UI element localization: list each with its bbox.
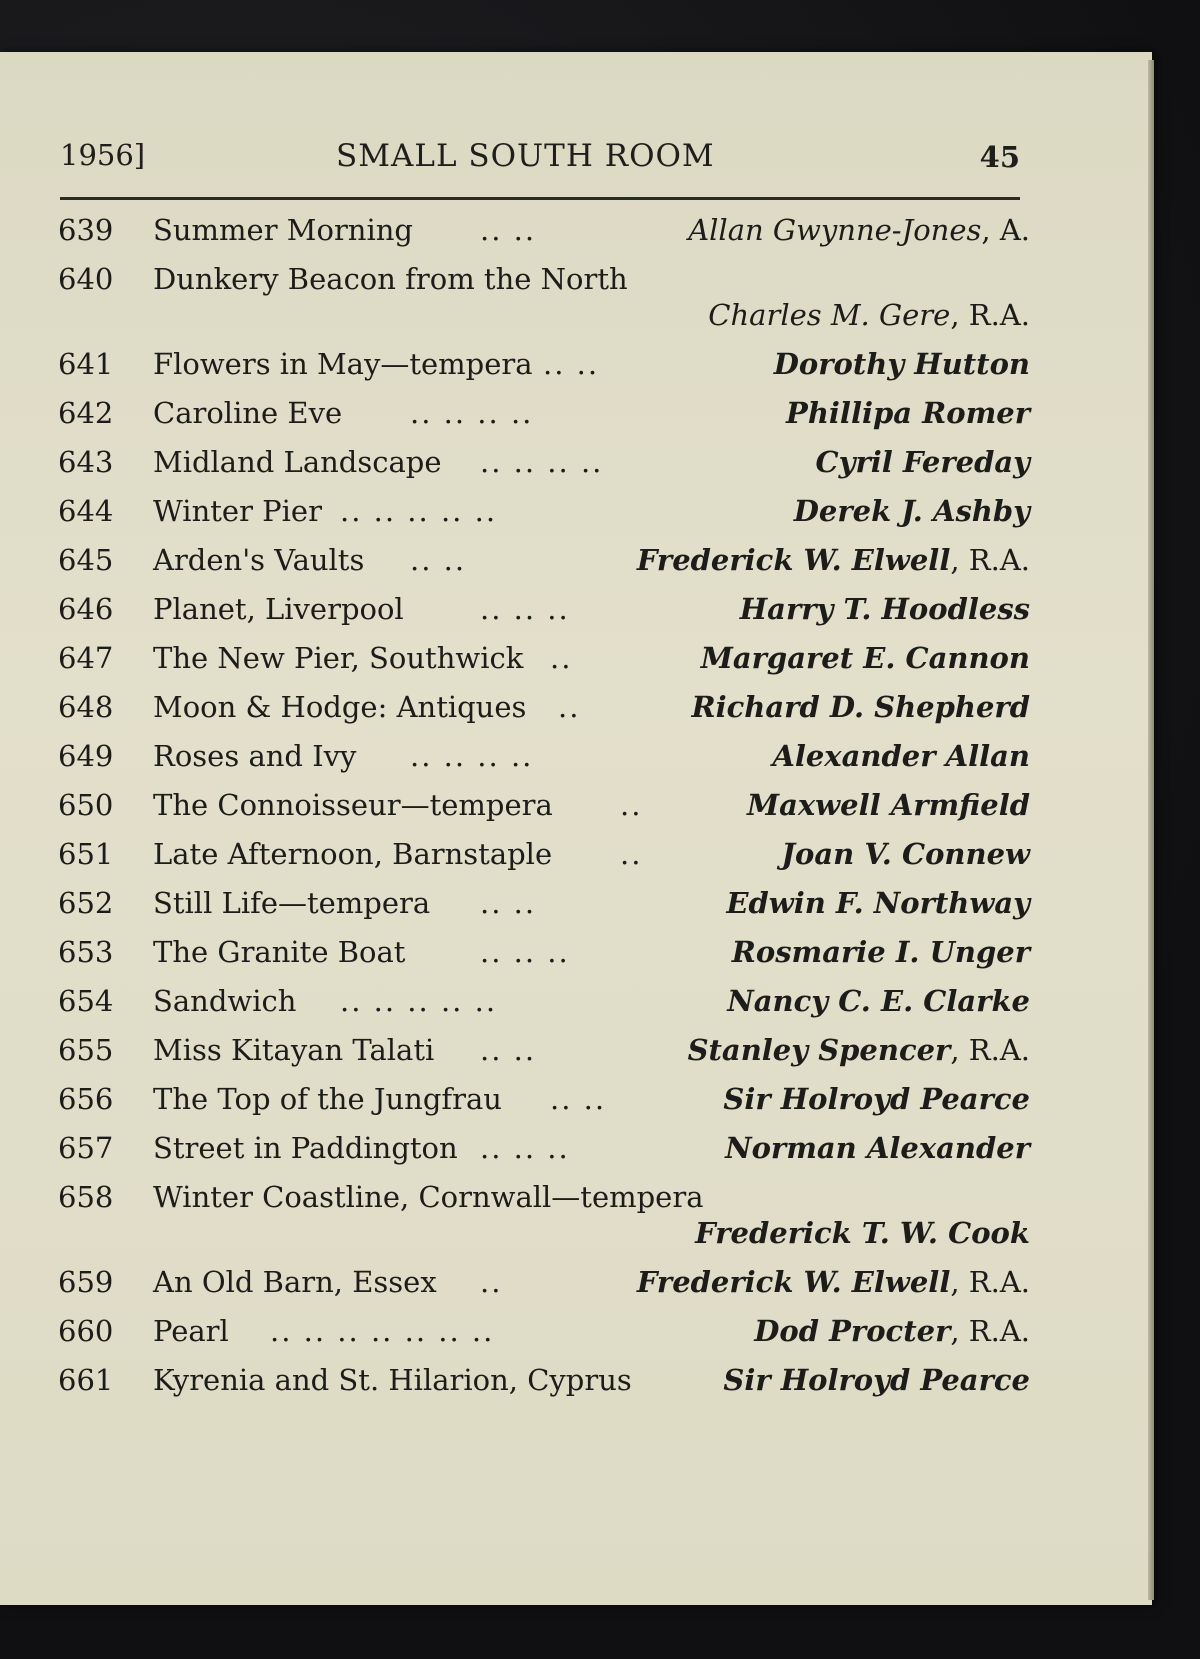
catalogue-entry: [58, 586, 1030, 635]
dot-leader: .. ..: [480, 213, 537, 247]
catalogue-entry: [58, 831, 1030, 880]
entry-title: Pearl: [153, 1314, 229, 1348]
entry-title: Street in Paddington: [153, 1131, 458, 1165]
catalogue-entry: [58, 880, 1030, 929]
artist-suffix: , R.A.: [950, 1265, 1030, 1299]
dot-leader: .. ..: [480, 886, 537, 920]
entry-artist: [695, 1216, 1030, 1250]
entry-number: 645: [58, 543, 114, 577]
artist-name: Richard D. Shepherd: [691, 690, 1030, 724]
entry-artist: [723, 1082, 1030, 1116]
dot-leader: .. .. .. .. .. .. ..: [270, 1314, 495, 1348]
artist-name: Charles M. Gere: [708, 298, 951, 332]
entry-title: Miss Kitayan Talati: [153, 1033, 435, 1067]
entry-number: 644: [58, 494, 114, 528]
entry-title: Still Life—tempera: [153, 886, 431, 920]
dot-leader: .. .. .. ..: [410, 739, 534, 773]
artist-name: Alexander Allan: [772, 739, 1030, 773]
entry-artist: [726, 886, 1030, 920]
artist-name: Stanley Spencer: [687, 1033, 951, 1067]
artist-name: Sir Holroyd Pearce: [723, 1082, 1030, 1116]
artist-name: Nancy C. E. Clarke: [727, 984, 1030, 1018]
entry-artist: [754, 1314, 1030, 1348]
entry-number: 649: [58, 739, 114, 773]
dot-leader: ..: [620, 837, 643, 871]
dot-leader: .. .. .. .. ..: [340, 984, 498, 1018]
dot-leader: .. .. ..: [480, 592, 570, 626]
dot-leader: .. .. ..: [480, 1131, 570, 1165]
entry-artist: [740, 592, 1030, 626]
artist-name: Cyril Fereday: [815, 445, 1030, 479]
entry-artist: [708, 298, 1030, 332]
dot-leader: ..: [550, 641, 573, 675]
catalogue-entry: [58, 1174, 1030, 1259]
artist-suffix: , R.A.: [950, 1033, 1030, 1067]
entry-artist: [794, 494, 1030, 528]
catalogue-entries: [58, 207, 1030, 1406]
entry-number: 657: [58, 1131, 114, 1165]
entry-number: 656: [58, 1082, 114, 1116]
entry-number: 641: [58, 347, 114, 381]
entry-number: 650: [58, 788, 114, 822]
entry-artist: [692, 690, 1030, 724]
entry-artist: [727, 984, 1030, 1018]
catalogue-entry: [58, 1027, 1030, 1076]
entry-title: Caroline Eve: [153, 396, 343, 430]
entry-number: 652: [58, 886, 114, 920]
dot-leader: .. .. .. ..: [480, 445, 604, 479]
entry-title: Late Afternoon, Barnstaple: [153, 837, 553, 871]
entry-title: The Granite Boat: [153, 935, 406, 969]
header-title: SMALL SOUTH ROOM: [336, 138, 715, 174]
entry-number: 653: [58, 935, 114, 969]
artist-name: Sir Holroyd Pearce: [723, 1363, 1030, 1397]
dot-leader: .. ..: [480, 1033, 537, 1067]
entry-artist: [637, 543, 1030, 577]
artist-suffix: , A.: [981, 213, 1030, 247]
entry-title: Winter Coastline, Cornwall—tempera: [153, 1180, 704, 1214]
entry-artist: [781, 837, 1030, 871]
artist-name: Rosmarie I. Unger: [731, 935, 1030, 969]
artist-name: Phillipa Romer: [786, 396, 1030, 430]
entry-artist: [701, 641, 1030, 675]
catalogue-entry: [58, 1259, 1030, 1308]
entry-number: 643: [58, 445, 114, 479]
entry-title: Dunkery Beacon from the North: [153, 262, 628, 296]
artist-name: Margaret E. Cannon: [700, 641, 1030, 675]
catalogue-entry: [58, 782, 1030, 831]
entry-artist: [774, 347, 1030, 381]
entry-title: Flowers in May—tempera: [153, 347, 533, 381]
entry-artist: [786, 396, 1030, 430]
entry-number: 659: [58, 1265, 114, 1299]
entry-number: 655: [58, 1033, 114, 1067]
entry-artist: [688, 213, 1030, 247]
entry-number: 639: [58, 213, 114, 247]
artist-name: Dod Procter: [754, 1314, 951, 1348]
entry-title: Sandwich: [153, 984, 297, 1018]
entry-number: 647: [58, 641, 114, 675]
artist-name: Maxwell Armfield: [746, 788, 1030, 822]
artist-name: Allan Gwynne-Jones: [688, 213, 982, 247]
catalogue-entry: [58, 1076, 1030, 1125]
entry-title: Summer Morning: [153, 213, 413, 247]
entry-artist: [747, 788, 1030, 822]
header-rule: [60, 197, 1020, 200]
catalogue-entry: [58, 1125, 1030, 1174]
catalogue-entry: [58, 684, 1030, 733]
artist-suffix: , R.A.: [950, 543, 1030, 577]
catalogue-entry: [58, 1308, 1030, 1357]
page-number: 45: [979, 140, 1020, 174]
header-year: 1956]: [60, 138, 146, 172]
entry-title: The New Pier, Southwick: [153, 641, 524, 675]
dot-leader: ..: [620, 788, 643, 822]
catalogue-entry: [58, 256, 1030, 341]
dot-leader: ..: [480, 1265, 503, 1299]
entry-number: 648: [58, 690, 114, 724]
entry-title: Winter Pier: [153, 494, 322, 528]
artist-name: Frederick T. W. Cook: [695, 1216, 1030, 1250]
catalogue-entry: [58, 1357, 1030, 1406]
entry-number: 660: [58, 1314, 114, 1348]
entry-artist: [723, 1363, 1030, 1397]
catalogue-entry: [58, 537, 1030, 586]
entry-number: 651: [58, 837, 114, 871]
entry-number: 642: [58, 396, 114, 430]
dot-leader: .. ..: [543, 347, 600, 381]
catalogue-entry: [58, 733, 1030, 782]
entry-title: Planet, Liverpool: [153, 592, 404, 626]
dot-leader: .. ..: [550, 1082, 607, 1116]
entry-title: Moon & Hodge: Antiques: [153, 690, 527, 724]
dot-leader: .. .. ..: [480, 935, 570, 969]
artist-name: Derek J. Ashby: [793, 494, 1030, 528]
entry-artist: [732, 935, 1030, 969]
entry-number: 646: [58, 592, 114, 626]
entry-number: 658: [58, 1180, 114, 1214]
entry-title: Midland Landscape: [153, 445, 442, 479]
artist-suffix: , R.A.: [950, 1314, 1030, 1348]
entry-number: 654: [58, 984, 114, 1018]
entry-title: Roses and Ivy: [153, 739, 357, 773]
artist-name: Harry T. Hoodless: [739, 592, 1030, 626]
entry-artist: [637, 1265, 1030, 1299]
catalogue-entry: [58, 390, 1030, 439]
dot-leader: .. ..: [410, 543, 467, 577]
entry-title: Kyrenia and St. Hilarion, Cyprus: [153, 1363, 632, 1397]
entry-title: Arden's Vaults: [153, 543, 365, 577]
entry-artist: [816, 445, 1030, 479]
entry-title: An Old Barn, Essex: [153, 1265, 437, 1299]
dot-leader: .. .. .. .. ..: [340, 494, 498, 528]
catalogue-entry: [58, 635, 1030, 684]
catalogue-entry: [58, 341, 1030, 390]
running-header: [60, 138, 1020, 180]
page-edge: [1148, 60, 1154, 1600]
dot-leader: .. .. .. ..: [410, 396, 534, 430]
entry-title: The Top of the Jungfrau: [153, 1082, 502, 1116]
catalogue-entry: [58, 488, 1030, 537]
artist-name: Dorothy Hutton: [773, 347, 1030, 381]
catalogue-entry: [58, 439, 1030, 488]
artist-suffix: , R.A.: [950, 298, 1030, 332]
artist-name: Frederick W. Elwell: [636, 1265, 951, 1299]
catalogue-entry: [58, 929, 1030, 978]
entry-artist: [725, 1131, 1030, 1165]
entry-title: The Connoisseur—tempera: [153, 788, 553, 822]
artist-name: Frederick W. Elwell: [636, 543, 951, 577]
catalogue-entry: [58, 207, 1030, 256]
artist-name: Joan V. Connew: [781, 837, 1030, 871]
catalogue-entry: [58, 978, 1030, 1027]
entry-artist: [772, 739, 1030, 773]
entry-number: 640: [58, 262, 114, 296]
artist-name: Norman Alexander: [725, 1131, 1030, 1165]
artist-name: Edwin F. Northway: [726, 886, 1030, 920]
dot-leader: ..: [558, 690, 581, 724]
entry-number: 661: [58, 1363, 114, 1397]
entry-artist: [688, 1033, 1030, 1067]
